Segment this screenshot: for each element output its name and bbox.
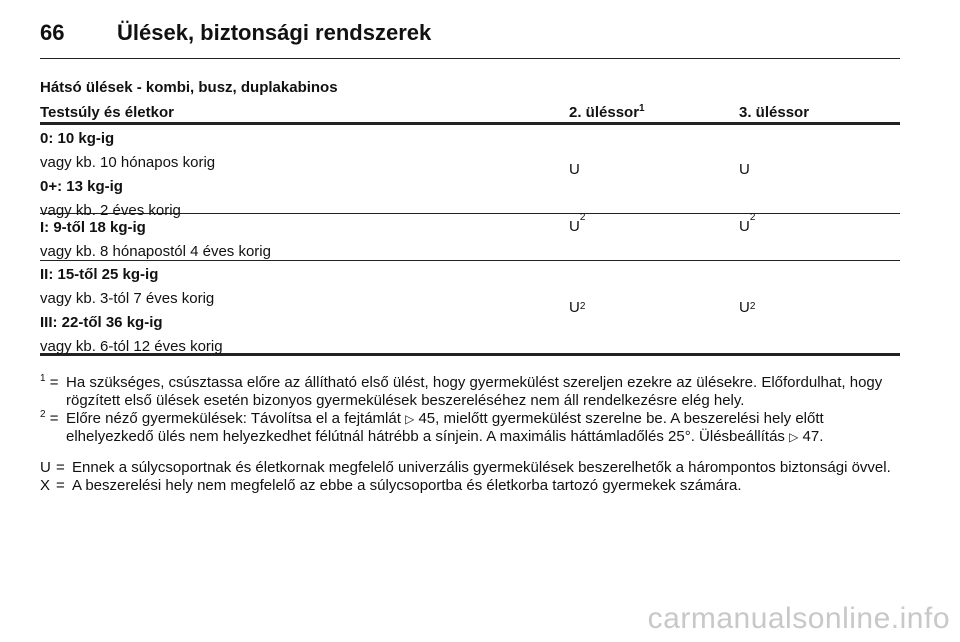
section-title: Hátsó ülések - kombi, busz, duplakabinos [40, 79, 338, 96]
third-row-value: U 2 [739, 298, 756, 316]
page-ref-45[interactable]: 45 [418, 410, 436, 427]
weight-age-cell [40, 125, 569, 219]
table-row [40, 214, 900, 261]
table-row [40, 125, 900, 219]
third-row-value: U [739, 160, 750, 178]
header-third-row: 3. üléssor [739, 104, 810, 121]
table-row [40, 261, 900, 356]
header-rule [40, 58, 900, 59]
header-weight-age: Testsúly és életkor [40, 104, 174, 121]
age-label: vagy kb. 3-tól 7 éves korig [40, 290, 215, 307]
second-row-value: U [569, 160, 580, 178]
footnotes [40, 374, 910, 446]
weight-group-label: III: 22-től 36 kg-ig [40, 314, 163, 331]
weight-group-label: II: 15-től 25 kg-ig [40, 266, 159, 283]
page-ref-arrow-icon: ▷ [405, 412, 415, 426]
second-row-value: U 2 [569, 212, 586, 235]
footnote-1: $^1$ = Ha szükséges, csúsztassa előre az állítható első ülést, hogy gyermekülést szereljen ezekre az ülésekre. Előfordulhat, hogy rögzített első ülések esetén bizonyos gyermekülések beszereléséhez nem áll rendelkezésre elég hely. [40, 373, 883, 409]
footnote-2: $^2$ = Előre néző gyermekülések: Távolítsa el a fejtámlát ▷ 45, mielőtt gyermekülést szerelne be. A beszerelési hely előtt elhelyezkedő ülés nem helyezkedhet félútnál hátrébb a sínjein. A maximális háttámladőlés 25°. Ülésbeállítás ▷ 47. [40, 409, 824, 445]
page-header [40, 20, 431, 54]
age-label: vagy kb. 10 hónapos korig [40, 154, 216, 171]
table-header-row [40, 100, 900, 125]
chapter-title: Ülések, biztonsági rendszerek [117, 20, 432, 45]
legend [40, 459, 910, 495]
second-row-value: U 2 [569, 298, 586, 316]
header-second-row: 2. üléssor$^1$ [569, 103, 645, 121]
legend-u: U = Ennek a súlycsoportnak és életkornak megfelelő univerzális gyermekülések beszerelhetők a hárompontos biztonsági övvel. [40, 459, 891, 476]
weight-group-label: 0+: 13 kg-ig [40, 178, 123, 195]
page-ref-arrow-icon: ▷ [789, 430, 799, 444]
weight-age-cell [40, 214, 569, 260]
weight-group-label: I: 9-től 18 kg-ig [40, 219, 146, 236]
age-label: vagy kb. 6-tól 12 éves korig [40, 338, 223, 355]
child-seat-table [40, 100, 900, 356]
page-ref-47[interactable]: 47 [802, 428, 820, 445]
legend-x: X = A beszerelési hely nem megfelelő az ebbe a súlycsoportba és életkorba tartozó gyermekek számára. [40, 477, 742, 494]
watermark: carmanualsonline.info [647, 602, 950, 635]
age-label: vagy kb. 2 éves korig [40, 202, 181, 219]
page-number: 66 [40, 20, 65, 45]
age-label: vagy kb. 8 hónapostól 4 éves korig [40, 243, 271, 260]
weight-group-label: 0: 10 kg-ig [40, 130, 115, 147]
third-row-value: U 2 [739, 212, 756, 235]
weight-age-cell [40, 261, 569, 353]
